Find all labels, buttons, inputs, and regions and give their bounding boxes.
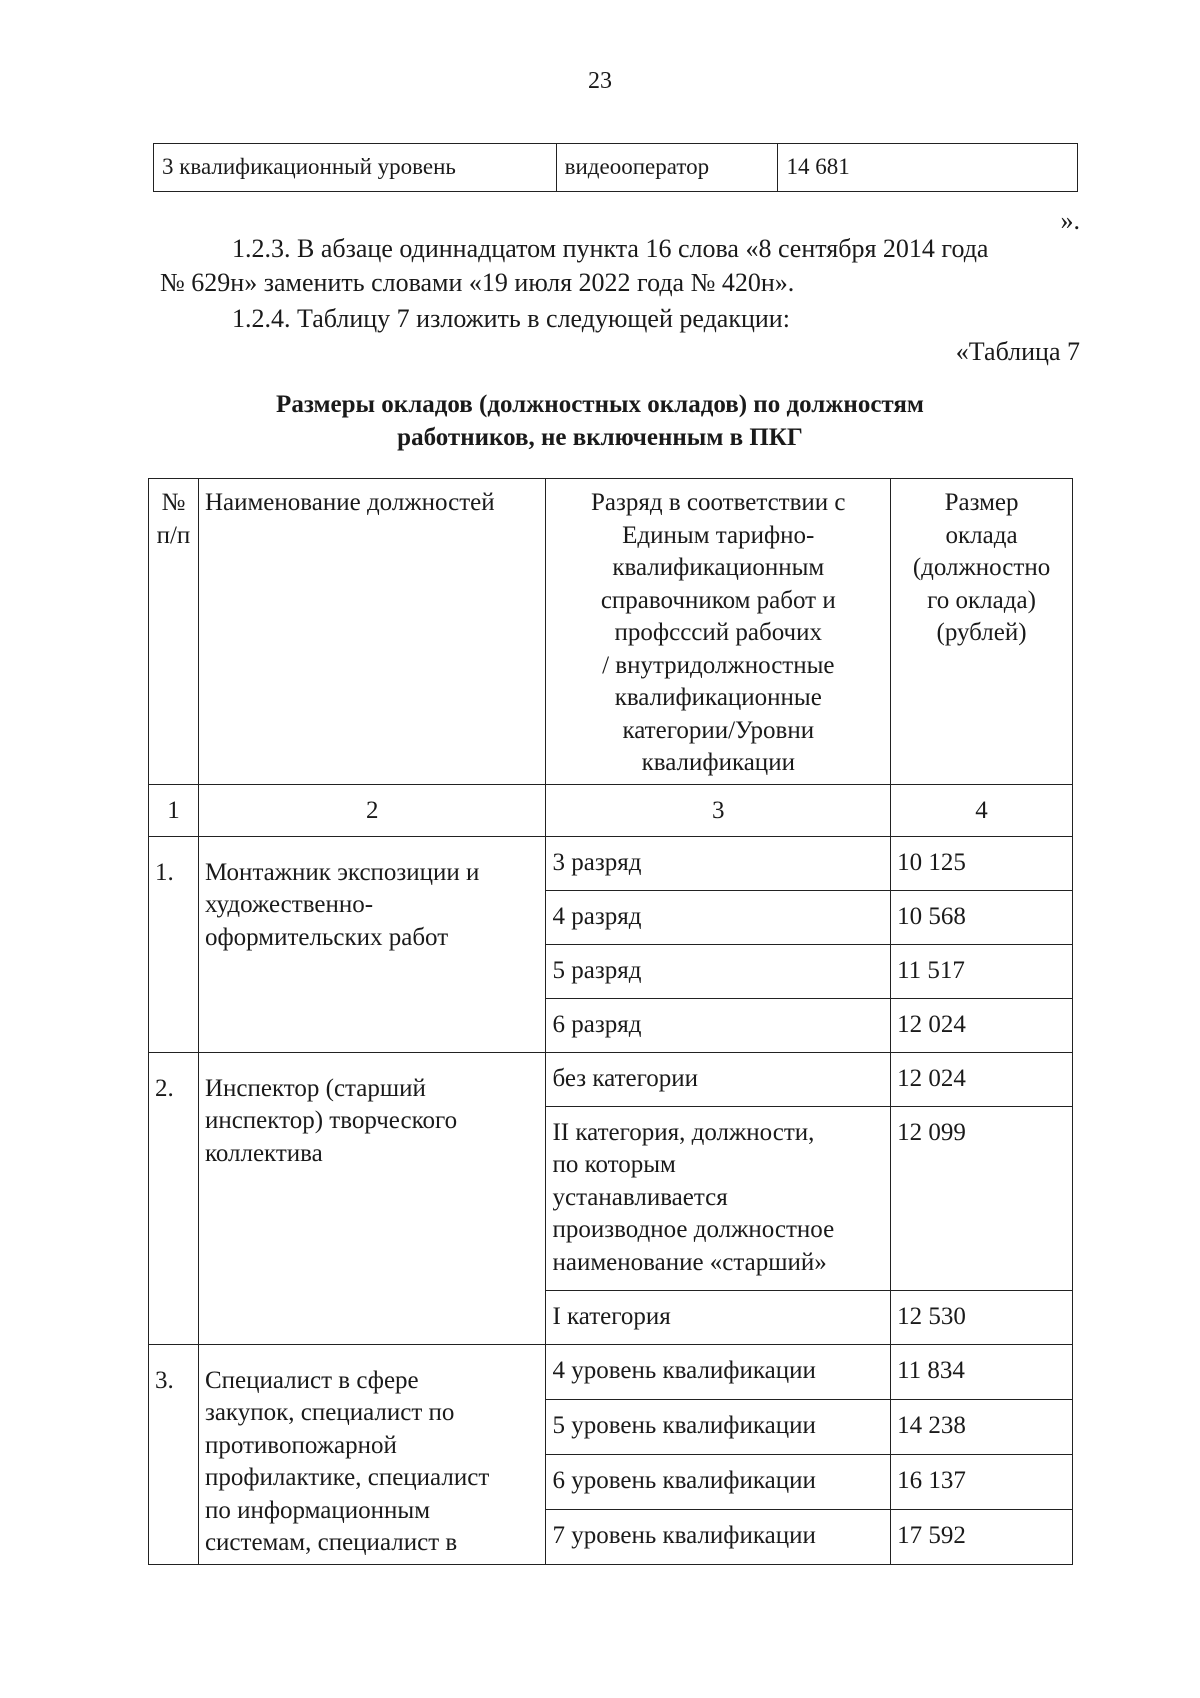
position-name-line: противопожарной <box>204 1431 397 1459</box>
table-row <box>149 836 1073 890</box>
salary-cell: 14 238 <box>891 1399 1073 1454</box>
header-line: п/п <box>156 521 191 549</box>
heading-line: Размеры окладов (должностных окладов) по должностям <box>276 391 924 418</box>
position-name-line: закупок, специалист по <box>204 1399 455 1426</box>
header-line: го оклада) <box>927 586 1036 614</box>
paragraph-line: 1.2.3. В абзаце одиннадцатом пункта 16 слова «8 сентября 2014 года <box>232 234 989 263</box>
row-number: 3. <box>149 1344 199 1564</box>
salary-cell: 12 024 <box>891 1052 1073 1106</box>
grade-cell <box>546 998 891 1052</box>
grade-line: 6 уровень квалификации <box>552 1466 816 1494</box>
header-line: № <box>161 489 186 516</box>
position-name-line: художественно- <box>204 891 374 918</box>
grade-line: наименование «старший» <box>552 1248 827 1276</box>
header-salary <box>891 479 1073 785</box>
grade-line: 4 разряд <box>552 902 642 930</box>
grade-line: 4 уровень квалификации <box>552 1356 816 1384</box>
column-number: 4 <box>891 784 1073 836</box>
paragraph-line: 1.2.4. Таблицу 7 изложить в следующей редакции: <box>232 304 790 333</box>
grade-line: II категория, должности, <box>552 1118 815 1146</box>
position-name-line: Специалист в сфере <box>204 1366 419 1394</box>
salary-cell: 12 530 <box>891 1290 1073 1344</box>
paragraph-line: № 629н» заменить словами «19 июля 2022 года № 420н». <box>160 268 795 297</box>
header-line: квалификации <box>641 749 795 776</box>
header-line: (рублей) <box>936 619 1027 646</box>
header-line: квалификационным <box>612 554 825 581</box>
position-cell: видеооператор <box>556 144 778 192</box>
grade-line: 5 разряд <box>552 956 642 984</box>
header-line: квалификационные <box>614 684 822 711</box>
table-row <box>149 1344 1073 1399</box>
salary-cell: 11 834 <box>891 1344 1073 1399</box>
header-grade <box>546 479 891 785</box>
header-line: категории/Уровни <box>622 716 815 744</box>
grade-cell <box>546 944 891 998</box>
continued-table <box>153 143 1078 192</box>
salary-cell: 17 592 <box>891 1509 1073 1564</box>
grade-line: 3 разряд <box>552 848 642 876</box>
grade-cell <box>546 1344 891 1399</box>
grade-cell <box>546 1290 891 1344</box>
header-line: справочником работ и <box>600 586 836 614</box>
column-number: 3 <box>546 784 891 836</box>
grade-cell <box>546 1052 891 1106</box>
salary-table <box>148 478 1073 1565</box>
row-number: 2. <box>149 1052 199 1344</box>
position-name-line: профилактике, специалист <box>204 1464 490 1491</box>
position-name-line: коллектива <box>204 1139 323 1167</box>
position-name <box>198 1344 546 1564</box>
header-position-name: Наименование должностей <box>198 479 546 785</box>
table-label: «Таблица 7 <box>955 337 1080 366</box>
grade-cell <box>546 1106 891 1290</box>
column-number: 1 <box>149 784 199 836</box>
grade-line: устанавливается <box>552 1183 728 1211</box>
grade-line: 7 уровень квалификации <box>552 1521 816 1549</box>
salary-cell: 12 099 <box>891 1106 1073 1290</box>
position-name <box>198 836 546 1052</box>
header-number <box>149 479 199 785</box>
table-row <box>149 1052 1073 1106</box>
salary-cell: 10 125 <box>891 836 1073 890</box>
position-name-line: инспектор) творческого <box>204 1107 458 1134</box>
position-name-line: Инспектор (старший <box>204 1074 426 1102</box>
grade-line: 6 разряд <box>552 1010 642 1038</box>
grade-line: производное должностное <box>552 1216 835 1243</box>
paragraph-1-2-4 <box>160 302 1080 336</box>
heading-line: работников, не включенным в ПКГ <box>397 424 803 451</box>
table-heading <box>0 388 1200 454</box>
header-line: Размер <box>944 489 1019 516</box>
paragraph-1-2-3 <box>160 232 1080 300</box>
position-name-line: по информационным <box>204 1496 431 1524</box>
position-name-line: оформительских работ <box>204 923 449 951</box>
salary-cell: 14 681 <box>778 144 1078 192</box>
qualification-level-cell: 3 квалификационный уровень <box>154 144 557 192</box>
grade-line: без категории <box>552 1064 699 1092</box>
grade-line: 5 уровень квалификации <box>552 1411 816 1439</box>
salary-cell: 12 024 <box>891 998 1073 1052</box>
grade-cell <box>546 1454 891 1509</box>
position-name-line: Монтажник экспозиции и <box>204 858 480 886</box>
header-row <box>149 479 1073 785</box>
salary-cell: 10 568 <box>891 890 1073 944</box>
header-line: / внутридолжностные <box>602 651 835 679</box>
grade-cell <box>546 1399 891 1454</box>
grade-line: I категория <box>552 1302 671 1330</box>
column-number: 2 <box>198 784 546 836</box>
closing-quote: ». <box>1060 206 1080 235</box>
grade-cell <box>546 836 891 890</box>
grade-cell <box>546 1509 891 1564</box>
salary-cell: 11 517 <box>891 944 1073 998</box>
page-number: 23 <box>588 68 612 94</box>
table-row <box>154 144 1078 192</box>
position-name <box>198 1052 546 1344</box>
header-line: Единым тарифно- <box>622 521 815 549</box>
header-line: оклада <box>945 521 1018 549</box>
salary-cell: 16 137 <box>891 1454 1073 1509</box>
position-name-line: системам, специалист в <box>204 1529 458 1556</box>
grade-line: по которым <box>552 1151 676 1178</box>
column-number-row <box>149 784 1073 836</box>
grade-cell <box>546 890 891 944</box>
header-line: профсссий рабочих <box>614 619 823 646</box>
header-line: Разряд в соответствии с <box>591 489 846 516</box>
row-number: 1. <box>149 836 199 1052</box>
header-line: (должностно <box>912 554 1051 581</box>
